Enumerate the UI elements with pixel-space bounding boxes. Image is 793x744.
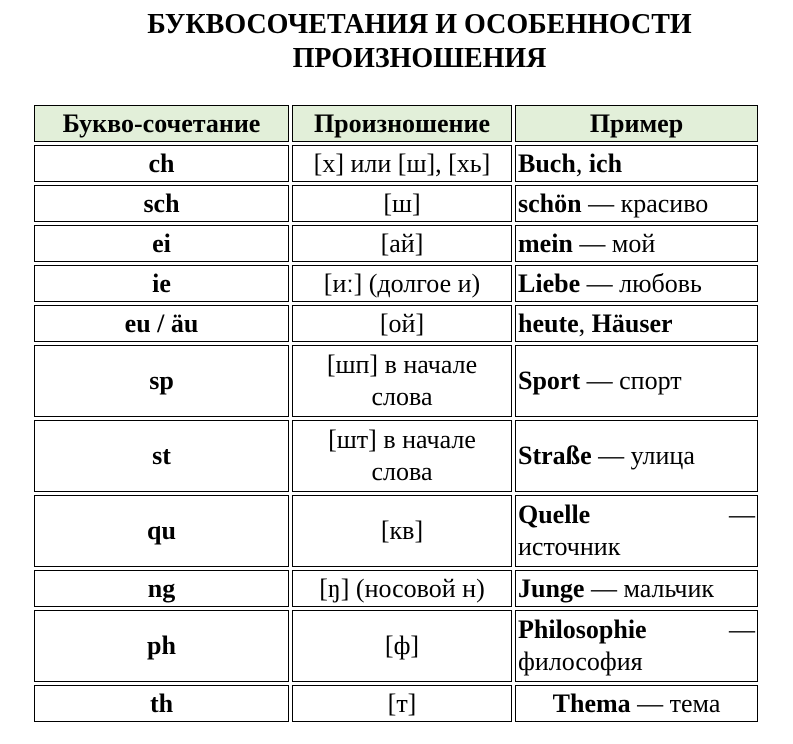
cell-example (515, 225, 758, 262)
example-line-1 (518, 499, 755, 531)
cell-combination: sp (34, 345, 289, 417)
cell-pronunciation: [ой] (292, 305, 512, 342)
header-combination: Букво-сочетание (34, 105, 289, 142)
example-word: Junge (518, 573, 585, 603)
table-header-row (34, 105, 758, 142)
cell-example (515, 145, 758, 182)
example-word: Straße (518, 441, 592, 470)
table-row (34, 420, 758, 492)
table-row (34, 685, 758, 722)
cell-combination: ph (34, 610, 289, 682)
example-word-2: Häuser (591, 308, 673, 338)
cell-pronunciation: [х] или [ш], [хь] (292, 145, 512, 182)
pronunciation-line-1: [шп] в начале (326, 350, 478, 379)
example-word: schön (518, 188, 582, 218)
cell-example (515, 345, 758, 417)
example-word: mein (518, 228, 573, 258)
example-dash: — (729, 500, 755, 529)
pronunciation-line-2: слова (371, 382, 433, 411)
example-translation: источник (518, 532, 621, 561)
example-translation: — тема (630, 688, 721, 718)
example-word: heute (518, 308, 579, 338)
cell-example (515, 305, 758, 342)
table-row (34, 345, 758, 417)
cell-pronunciation: [иː] (долгое и) (292, 265, 512, 302)
cell-pronunciation (292, 345, 512, 417)
example-line-1 (518, 614, 755, 646)
cell-combination: eu / äu (34, 305, 289, 342)
cell-example (515, 685, 758, 722)
cell-pronunciation: [ай] (292, 225, 512, 262)
example-translation: философия (518, 647, 643, 676)
cell-example (515, 265, 758, 302)
table-row (34, 225, 758, 262)
example-translation: — мальчик (584, 573, 714, 603)
pronunciation-line-1: [шт] в начале (328, 425, 476, 454)
title-line-2: ПРОИЗНОШЕНИЯ (292, 43, 547, 74)
header-example: Пример (515, 105, 758, 142)
cell-pronunciation: [кв] (292, 495, 512, 567)
cell-pronunciation: [ш] (292, 185, 512, 222)
example-separator: , (578, 308, 592, 338)
table-row (34, 305, 758, 342)
example-word-2: ich (588, 148, 623, 178)
example-translation: — красиво (581, 188, 709, 218)
cell-pronunciation (292, 420, 512, 492)
cell-pronunciation: [т] (292, 685, 512, 722)
example-word: Philosophie (518, 615, 647, 644)
table-row (34, 185, 758, 222)
example-word: Thema (552, 688, 631, 718)
example-word: Sport (518, 366, 581, 395)
cell-combination: ch (34, 145, 289, 182)
header-pronunciation: Произношение (292, 105, 512, 142)
cell-example (515, 420, 758, 492)
table-row (34, 265, 758, 302)
cell-combination: ng (34, 570, 289, 607)
example-translation: — спорт (580, 366, 682, 395)
table-row (34, 145, 758, 182)
cell-example (515, 570, 758, 607)
example-translation: — улица (591, 441, 695, 470)
table-row (34, 570, 758, 607)
cell-example (515, 495, 758, 567)
cell-combination: qu (34, 495, 289, 567)
example-word: Buch (518, 148, 576, 178)
letter-combinations-table (31, 102, 761, 725)
title-line-1: БУКВОСОЧЕТАНИЯ И ОСОБЕННОСТИ (147, 9, 692, 40)
cell-pronunciation: [ŋ] (носовой н) (292, 570, 512, 607)
table-row (34, 495, 758, 567)
table-row (34, 610, 758, 682)
cell-combination: th (34, 685, 289, 722)
example-translation: — любовь (580, 268, 702, 298)
cell-combination: st (34, 420, 289, 492)
cell-combination: sch (34, 185, 289, 222)
example-separator: , (575, 148, 589, 178)
example-word: Liebe (518, 268, 581, 298)
cell-combination: ei (34, 225, 289, 262)
cell-combination: ie (34, 265, 289, 302)
example-dash: — (729, 615, 755, 644)
page-title (0, 8, 793, 76)
pronunciation-line-2: слова (371, 457, 433, 486)
example-word: Quelle (518, 500, 591, 529)
cell-example (515, 185, 758, 222)
cell-pronunciation: [ф] (292, 610, 512, 682)
cell-example (515, 610, 758, 682)
example-translation: — мой (572, 228, 656, 258)
